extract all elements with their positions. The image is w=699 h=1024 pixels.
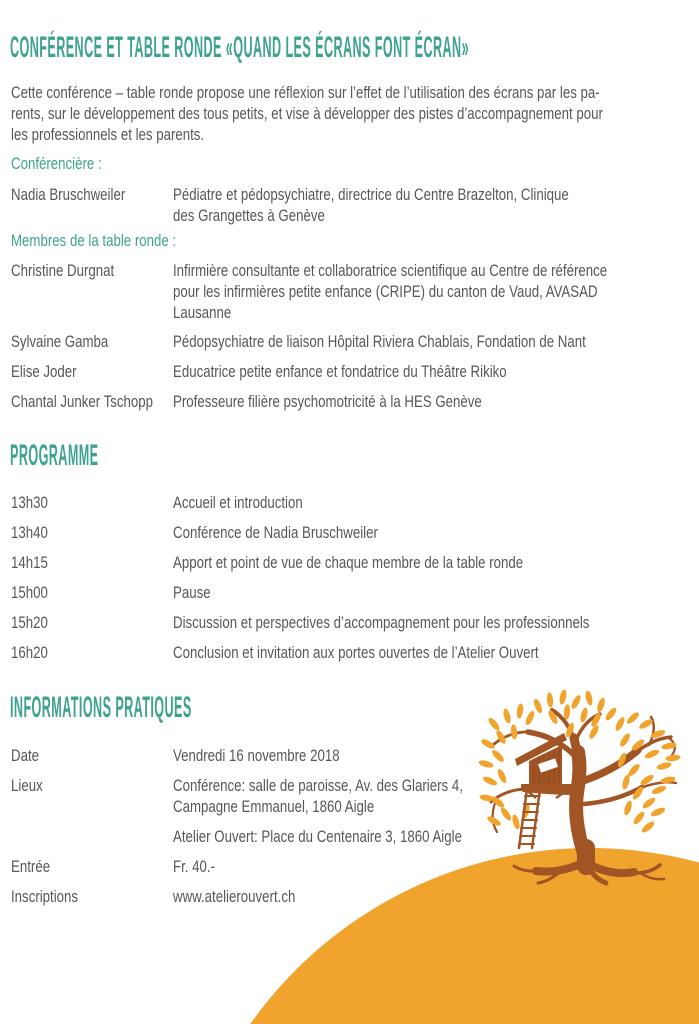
programme-time: 15h20 bbox=[11, 613, 48, 632]
speaker-description-line: Infirmière consultante et collaboratrice scientifique au Centre de référence bbox=[173, 261, 608, 280]
programme-time: 15h00 bbox=[11, 583, 48, 602]
intro-paragraph bbox=[11, 82, 699, 145]
info-value-line: Conférence: salle de paroisse, Av. des Glariers 4, bbox=[173, 776, 463, 795]
speaker-name: Sylvaine Gamba bbox=[11, 332, 109, 351]
programme-heading: PROGRAMME bbox=[10, 439, 99, 472]
speaker-description-line: des Grangettes à Genève bbox=[173, 206, 325, 225]
speaker-description-line: Pédiatre et pédopsychiatre, directrice du Centre Brazelton, Clinique bbox=[173, 185, 569, 204]
info-label: Date bbox=[11, 746, 40, 765]
programme-time: 13h40 bbox=[11, 523, 48, 542]
info-value-line: Vendredi 16 novembre 2018 bbox=[173, 746, 340, 765]
membres-label: Membres de la table ronde : bbox=[11, 231, 177, 250]
speaker-name: Nadia Bruschweiler bbox=[11, 185, 126, 204]
ladder bbox=[519, 789, 540, 848]
programme-activity: Conclusion et invitation aux portes ouvertes de l’Atelier Ouvert bbox=[173, 643, 539, 662]
intro-line: Cette conférence – table ronde propose une réflexion sur l’effet de l’utilisation des écrans par les pa- bbox=[11, 83, 600, 102]
programme-time: 16h20 bbox=[11, 643, 48, 662]
page-title: CONFÉRENCE ET TABLE RONDE «QUAND LES ÉCRANS FONT ÉCRAN» bbox=[10, 31, 469, 64]
conferenciere-label: Conférencière : bbox=[11, 154, 102, 173]
intro-line: rents, sur le développement des tous petits, et vise à développer des pistes d’accompagnement pour bbox=[11, 104, 603, 123]
programme-activity: Apport et point de vue de chaque membre de la table ronde bbox=[173, 553, 524, 572]
speaker-description-line: Educatrice petite enfance et fondatrice du Théâtre Rikiko bbox=[173, 362, 507, 381]
website-link[interactable]: www.atelierouvert.ch bbox=[173, 887, 296, 906]
speaker-description-line: Professeure filière psychomotricité à la HES Genève bbox=[173, 392, 482, 411]
treehouse bbox=[515, 733, 573, 798]
programme-activity: Conférence de Nadia Bruschweiler bbox=[173, 523, 378, 542]
speaker-description-line: Lausanne bbox=[173, 303, 232, 322]
programme-time: 13h30 bbox=[11, 493, 48, 512]
info-label: Entrée bbox=[11, 857, 51, 876]
info-label: Inscriptions bbox=[11, 887, 79, 906]
info-value-line: Atelier Ouvert: Place du Centenaire 3, 1860 Aigle bbox=[173, 827, 462, 846]
info-value-line: Fr. 40.- bbox=[173, 857, 216, 876]
speaker-name: Chantal Junker Tschopp bbox=[11, 392, 154, 411]
speaker-description-line: Pédopsychiatre de liaison Hôpital Riviera Chablais, Fondation de Nant bbox=[173, 332, 586, 351]
treehouse-illustration bbox=[0, 690, 699, 1024]
programme-activity: Discussion et perspectives d’accompagnement pour les professionnels bbox=[173, 613, 590, 632]
info-value-line: Campagne Emmanuel, 1860 Aigle bbox=[173, 797, 375, 816]
programme-activity: Accueil et introduction bbox=[173, 493, 303, 512]
programme-time: 14h15 bbox=[11, 553, 48, 572]
infos-heading: INFORMATIONS PRATIQUES bbox=[10, 691, 192, 724]
intro-line: les professionnels et les parents. bbox=[11, 125, 205, 144]
speaker-description-line: pour les infirmières petite enfance (CRIPE) du canton de Vaud, AVASAD bbox=[173, 282, 598, 301]
info-label: Lieux bbox=[11, 776, 43, 795]
speaker-name: Elise Joder bbox=[11, 362, 77, 381]
programme-activity: Pause bbox=[173, 583, 211, 602]
speaker-name: Christine Durgnat bbox=[11, 261, 115, 280]
conferenciere-label-row bbox=[11, 153, 127, 174]
membres-label-row bbox=[11, 230, 223, 251]
